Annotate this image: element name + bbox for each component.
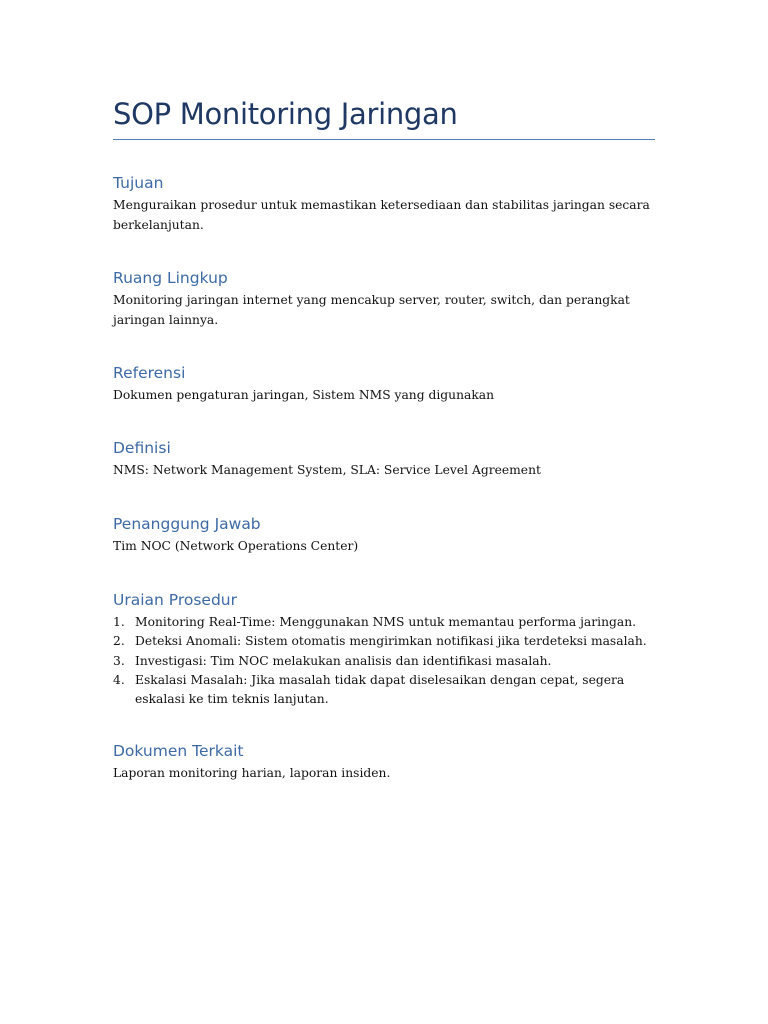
section-body-penanggung-jawab: Tim NOC (Network Operations Center): [113, 539, 359, 553]
section-heading-penanggung-jawab: Penanggung Jawab: [113, 515, 261, 533]
section-body-ruang-lingkup: Monitoring jaringan internet yang mencakup server, router, switch, dan perangkat jaringan lainnya.: [113, 293, 630, 327]
procedure-step-number: 3.: [113, 653, 125, 668]
document-title: SOP Monitoring Jaringan: [113, 92, 655, 140]
section-body-dokumen-terkait: Laporan monitoring harian, laporan insiden.: [113, 766, 391, 780]
procedure-step-text: Deteksi Anomali: Sistem otomatis mengirimkan notifikasi jika terdeteksi masalah.: [135, 634, 647, 649]
procedure-step-number: 1.: [113, 615, 125, 629]
section-body-tujuan: Menguraikan prosedur untuk memastikan ketersediaan dan stabilitas jaringan secara berkelanjutan.: [113, 198, 650, 232]
section-ruang-lingkup: [113, 267, 655, 330]
section-definisi: [113, 437, 655, 481]
procedure-step-number: 4.: [113, 672, 125, 687]
section-tujuan: [113, 172, 655, 235]
section-heading-ruang-lingkup: Ruang Lingkup: [113, 269, 228, 287]
section-heading-dokumen-terkait: Dokumen Terkait: [113, 742, 244, 760]
procedure-step-text: Monitoring Real-Time: Menggunakan NMS untuk memantau performa jaringan.: [135, 615, 637, 629]
procedure-step: [113, 632, 655, 651]
procedure-step-text: Investigasi: Tim NOC melakukan analisis dan identifikasi masalah.: [135, 653, 552, 668]
procedure-list: [113, 613, 655, 709]
section-body-definisi: NMS: Network Management System, SLA: Service Level Agreement: [113, 463, 541, 477]
section-heading-uraian-prosedur: Uraian Prosedur: [113, 591, 238, 609]
section-body-referensi: Dokumen pengaturan jaringan, Sistem NMS yang digunakan: [113, 388, 495, 402]
document-page: [113, 92, 655, 780]
procedure-step: [113, 613, 655, 632]
section-referensi: [113, 362, 655, 406]
section-uraian-prosedur: [113, 589, 655, 709]
section-penanggung-jawab: [113, 513, 655, 557]
section-heading-tujuan: Tujuan: [113, 174, 164, 192]
section-dokumen-terkait: [113, 740, 655, 784]
procedure-step-text: Eskalasi Masalah: Jika masalah tidak dapat diselesaikan dengan cepat, segera eskalasi ke tim teknis lanjutan.: [135, 672, 625, 707]
section-heading-referensi: Referensi: [113, 364, 186, 382]
procedure-step: [113, 652, 655, 671]
procedure-step: [113, 671, 655, 710]
section-heading-definisi: Definisi: [113, 439, 171, 457]
procedure-step-number: 2.: [113, 634, 125, 649]
